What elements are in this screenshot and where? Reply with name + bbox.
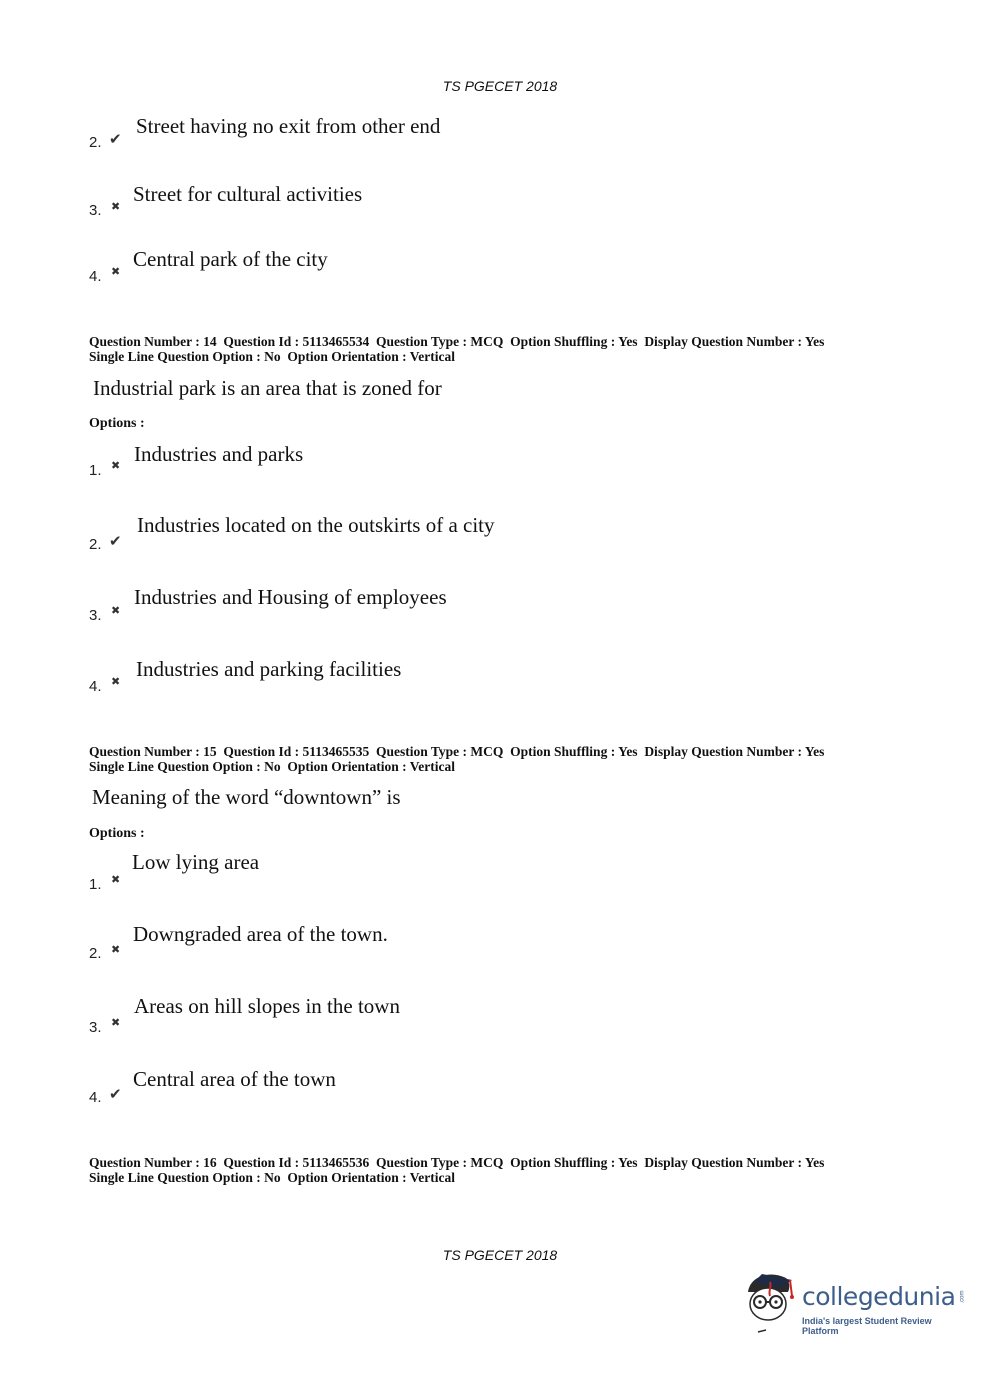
collegedunia-logo [740, 1268, 970, 1338]
question-meta-line1: Question Number : 15 Question Id : 5113465535 Question Type : MCQ Option Shuffling : Yes Display Question Number : Yes [89, 744, 825, 759]
option-number: 1. [89, 462, 102, 479]
page-header: TS PGECET 2018 [442, 78, 558, 94]
wrong-cross-icon: ✖ [111, 1016, 121, 1029]
question-meta-line2: Single Line Question Option : No Option Orientation : Vertical [89, 349, 456, 364]
logo-suffix-text: .com [959, 1290, 966, 1304]
option-number: 2. [89, 536, 102, 553]
question-meta-line1: Question Number : 16 Question Id : 5113465536 Question Type : MCQ Option Shuffling : Yes Display Question Number : Yes [89, 1155, 825, 1170]
option-text: Central area of the town [133, 1067, 336, 1091]
page-footer: TS PGECET 2018 [442, 1247, 558, 1263]
wrong-cross-icon: ✖ [111, 873, 121, 886]
options-label: Options : [89, 826, 145, 841]
option-text: Central park of the city [133, 247, 328, 271]
wrong-cross-icon: ✖ [111, 265, 121, 278]
option-text: Industries and parks [134, 442, 304, 466]
option-text: Industries and Housing of employees [134, 585, 447, 609]
question-text: Meaning of the word “downtown” is [92, 785, 401, 809]
wrong-cross-icon: ✖ [111, 675, 121, 688]
option-text: Downgraded area of the town. [133, 922, 388, 946]
option-text: Areas on hill slopes in the town [134, 994, 400, 1018]
option-number: 4. [89, 678, 102, 695]
option-text: Street for cultural activities [133, 182, 363, 206]
mascot-logo-icon [740, 1268, 800, 1338]
option-text: Street having no exit from other end [136, 114, 441, 138]
option-text: Industries and parking facilities [136, 657, 402, 681]
wrong-cross-icon: ✖ [111, 459, 121, 472]
option-number: 1. [89, 876, 102, 893]
wrong-cross-icon: ✖ [111, 200, 121, 213]
wrong-cross-icon: ✖ [111, 943, 121, 956]
question-meta-line2: Single Line Question Option : No Option Orientation : Vertical [89, 1170, 456, 1185]
option-number: 3. [89, 202, 102, 219]
logo-tagline: India's largest Student Review Platform [802, 1316, 932, 1336]
option-number: 2. [89, 945, 102, 962]
logo-brand-text: collegedunia [802, 1282, 956, 1311]
option-number: 4. [89, 268, 102, 285]
question-meta-line2: Single Line Question Option : No Option Orientation : Vertical [89, 759, 456, 774]
option-number: 3. [89, 607, 102, 624]
option-number: 4. [89, 1089, 102, 1106]
option-text: Industries located on the outskirts of a city [137, 513, 495, 537]
wrong-cross-icon: ✖ [111, 604, 121, 617]
correct-check-icon: ✔ [109, 1085, 122, 1103]
question-meta-line1: Question Number : 14 Question Id : 5113465534 Question Type : MCQ Option Shuffling : Yes Display Question Number : Yes [89, 334, 825, 349]
question-text: Industrial park is an area that is zoned for [93, 376, 442, 400]
correct-check-icon: ✔ [109, 532, 122, 550]
correct-check-icon: ✔ [109, 130, 122, 148]
option-text: Low lying area [132, 850, 260, 874]
option-number: 3. [89, 1019, 102, 1036]
options-label: Options : [89, 416, 145, 431]
option-number: 2. [89, 134, 102, 151]
